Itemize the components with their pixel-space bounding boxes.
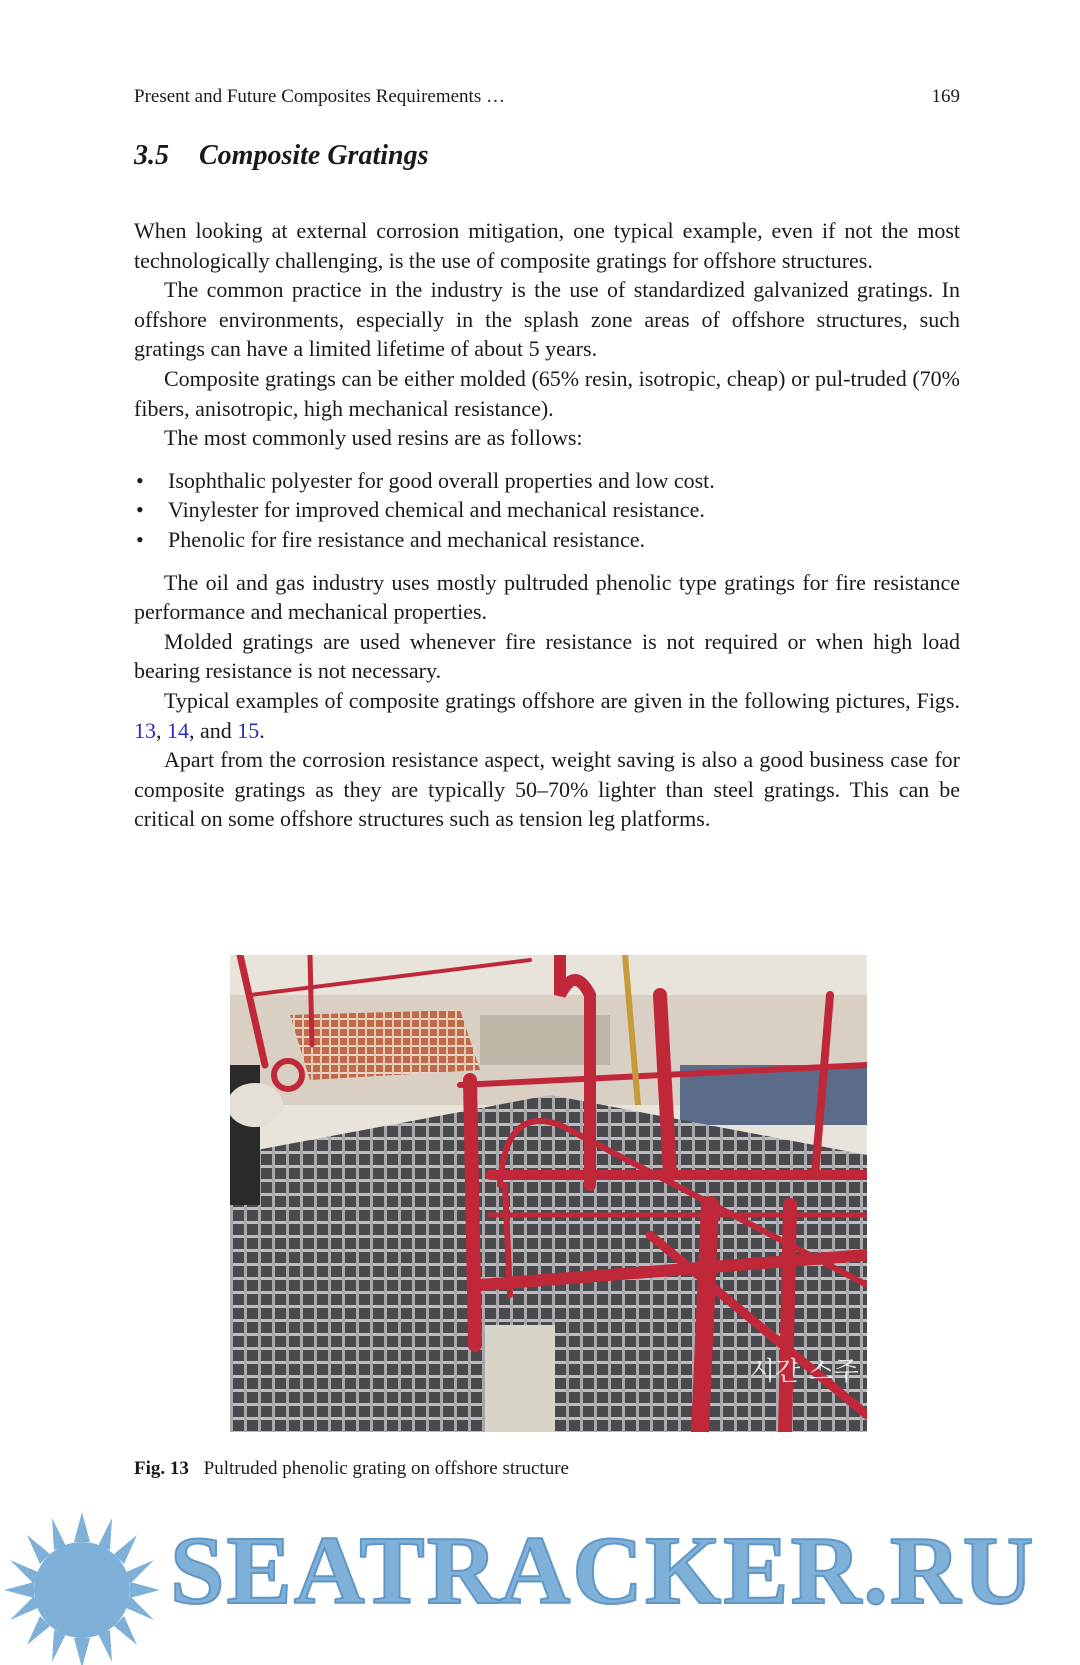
paragraph: The most commonly used resins are as follows: xyxy=(164,425,583,451)
paragraph: When looking at external corrosion mitigation, one typical example, even if not the most technologically challenging, is the use of composite gratings for offshore structures. xyxy=(134,218,960,273)
paragraph: The common practice in the industry is the use of standardized galvanized gratings. In offshore environments, especially in the splash zone areas of offshore structures, such gratings can have a limited lifetime of about 5 years. xyxy=(134,277,960,362)
list-item: • Vinylester for improved chemical and mechanical resistance. xyxy=(134,495,960,525)
running-title: Present and Future Composites Requirements … xyxy=(134,86,505,107)
body-text xyxy=(134,216,960,834)
figure-photo xyxy=(230,955,867,1432)
figure-link-14[interactable]: 14 xyxy=(167,717,189,743)
distant-grating xyxy=(290,1010,480,1080)
section-title: Composite Gratings xyxy=(199,140,429,171)
paragraph xyxy=(134,686,960,745)
separator: . xyxy=(259,717,265,743)
figure-caption-text: Pultruded phenolic grating on offshore structure xyxy=(203,1458,569,1479)
paragraph: Composite gratings can be either molded (65% resin, isotropic, cheap) or pul-truded (70% fibers, anisotropic, high mechanical resistance). xyxy=(134,365,960,421)
separator: , xyxy=(156,717,167,743)
watermark-text: SEATRACKER.RU xyxy=(170,1517,1036,1625)
section-heading xyxy=(134,140,428,172)
grating-photo-illustration xyxy=(230,955,867,1432)
running-head xyxy=(134,86,960,108)
paragraph-text: Typical examples of composite gratings offshore are given in the following pictures, Figs. xyxy=(164,687,960,713)
resin-list xyxy=(134,466,960,555)
figure-caption xyxy=(134,1458,569,1480)
paragraph: The oil and gas industry uses mostly pultruded phenolic type gratings for fire resistance performance and mechanical properties. xyxy=(134,569,960,625)
list-item: • Phenolic for fire resistance and mechanical resistance. xyxy=(134,525,960,555)
figure-label: Fig. 13 xyxy=(134,1458,189,1479)
page-number: 169 xyxy=(931,86,960,107)
section-number: 3.5 xyxy=(134,140,169,171)
list-item: • Isophthalic polyester for good overall properties and low cost. xyxy=(134,466,960,496)
paragraph: Apart from the corrosion resistance aspect, weight saving is also a good business case for composite gratings as they are typically 50–70% lighter than steel gratings. This can be critical on some offshore structures such as tension leg platforms. xyxy=(134,747,960,832)
photo-sign: 시간 스주 xyxy=(750,1357,859,1387)
figure-link-13[interactable]: 13 xyxy=(134,717,156,743)
paragraph: Molded gratings are used whenever fire resistance is not required or when high load bearing resistance is not necessary. xyxy=(134,628,960,684)
figure-link-15[interactable]: 15 xyxy=(237,717,260,743)
separator: , and xyxy=(189,717,238,743)
